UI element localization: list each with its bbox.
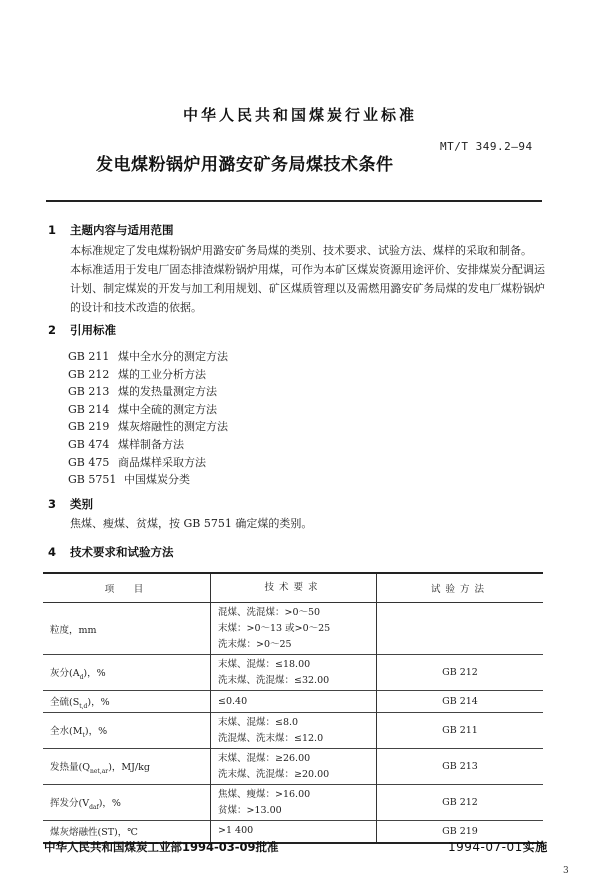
- section-number: 3: [48, 497, 57, 511]
- document-title: 发电煤粉锅炉用潞安矿务局煤技术条件: [96, 155, 394, 175]
- item-subscript: d: [79, 673, 84, 681]
- reference-item: [68, 366, 228, 384]
- reference-code: GB 211: [68, 350, 110, 363]
- column-header-requirements: 技术要求: [211, 573, 377, 603]
- item-unit: )，%: [98, 797, 121, 809]
- item-cell: [43, 603, 211, 655]
- item-cell: [43, 749, 211, 785]
- technical-requirements-table: [43, 572, 543, 844]
- reference-name: 煤的发热量测定方法: [118, 385, 217, 399]
- reference-code: GB 212: [68, 367, 110, 381]
- requirement-line: ≤0.40: [218, 695, 248, 707]
- method-cell: GB 214: [442, 696, 478, 707]
- requirement-cell: [211, 603, 377, 655]
- table-row: [43, 713, 543, 749]
- requirement-cell: [211, 749, 377, 785]
- reference-item: [68, 383, 228, 401]
- requirement-cell: [211, 691, 377, 713]
- table-row: [43, 603, 543, 655]
- item-subscript: t,d: [79, 702, 88, 710]
- method-cell: GB 213: [442, 761, 478, 772]
- effective-date-value: 1994-07-01: [448, 840, 523, 854]
- requirement-line: 末煤：>0～13 或>0～25: [218, 622, 331, 634]
- method-cell: GB 219: [442, 825, 478, 837]
- section-2-heading: [48, 322, 116, 338]
- column-header-item: 项 目: [104, 584, 149, 595]
- requirement-cell: [211, 713, 377, 749]
- standard-code: MT/T 349.2—94: [440, 140, 533, 153]
- reference-item: [68, 471, 228, 489]
- reference-code: GB 5751: [68, 473, 117, 487]
- effective-date: [448, 838, 548, 855]
- requirement-line: 洗末煤、洗混煤：≤32.00: [218, 674, 330, 686]
- method-cell: GB 212: [442, 667, 478, 678]
- item-subscript: t: [82, 731, 85, 739]
- table-row: [43, 749, 543, 785]
- requirement-line: 末煤、混煤：≥26.00: [218, 752, 311, 764]
- reference-code: GB 214: [68, 402, 110, 416]
- reference-name: 商品煤样采取方法: [118, 455, 206, 469]
- reference-name: 煤的工业分析方法: [118, 367, 206, 381]
- item-label: 发热量(Q: [50, 761, 90, 773]
- reference-code: GB 475: [68, 455, 110, 469]
- requirement-line: 洗末煤：>0～25: [218, 638, 292, 650]
- section-title: 技术要求和试验方法: [70, 545, 174, 559]
- section-3-body: [48, 514, 545, 533]
- item-unit: )，%: [84, 725, 108, 737]
- requirement-cell: [211, 655, 377, 691]
- reference-name: 煤样制备方法: [118, 437, 184, 451]
- reference-name: 中国煤炭分类: [124, 473, 190, 487]
- reference-list: [68, 348, 228, 489]
- column-header-test-method: 试验方法: [430, 584, 489, 595]
- item-label: 全水(M: [50, 725, 83, 737]
- requirement-line: 洗末煤、洗混煤：≥20.00: [218, 768, 330, 780]
- section-number: 2: [48, 323, 57, 337]
- reference-name: 煤中全水分的测定方法: [118, 350, 228, 363]
- paragraph: 本标准规定了发电煤粉锅炉用潞安矿务局煤的类别、技术要求、试验方法、煤样的采取和制备。: [70, 244, 532, 257]
- reference-item: [68, 454, 228, 472]
- item-unit: )，%: [83, 667, 106, 679]
- requirement-line: 末煤、混煤：≤18.00: [218, 658, 311, 670]
- section-4-heading: [48, 544, 174, 560]
- reference-item: [68, 401, 228, 419]
- reference-code: GB 219: [68, 420, 110, 434]
- item-label: 粒度，mm: [50, 624, 97, 636]
- section-number: 1: [48, 223, 57, 237]
- requirement-line: 混煤、洗混煤：>0～50: [218, 606, 321, 618]
- section-3-heading: [48, 496, 93, 512]
- requirement-line: 焦煤、瘦煤：>16.00: [218, 788, 311, 800]
- section-1-body: [48, 241, 545, 317]
- issuing-organization: 中华人民共和国煤炭行业标准: [182, 106, 417, 124]
- approval-statement: 中华人民共和国煤炭工业部1994-03-09批准: [44, 840, 279, 854]
- section-title: 类别: [70, 497, 93, 511]
- requirement-line: 洗混煤、洗末煤：≤12.0: [218, 732, 324, 744]
- section-title: 主题内容与适用范围: [70, 223, 174, 237]
- item-cell: [43, 785, 211, 821]
- requirement-cell: [211, 785, 377, 821]
- item-label: 煤灰熔融性(ST)，℃: [50, 827, 138, 839]
- reference-name: 煤中全硫的测定方法: [118, 402, 217, 416]
- item-unit: )，MJ/kg: [108, 761, 150, 773]
- reference-code: GB 474: [68, 437, 110, 451]
- reference-name: 煤灰熔融性的测定方法: [118, 420, 228, 434]
- reference-item: [68, 436, 228, 454]
- table-row: [43, 691, 543, 713]
- paragraph: 本标准适用于发电厂固态排渣煤粉锅炉用煤，可作为本矿区煤炭资源用途评价、安排煤炭分配调运计划、制定煤炭的开发与加工利用规划、矿区煤质管理以及需燃用潞安矿务局煤的发电厂煤粉锅炉的设计和技术改造的依据。: [70, 263, 545, 314]
- item-subscript: net,ar: [90, 767, 109, 775]
- reference-item: [68, 418, 228, 436]
- section-1-heading: [48, 222, 174, 238]
- table-header-row: [43, 573, 543, 603]
- item-subscript: daf: [89, 803, 99, 811]
- page-number: 3: [563, 866, 569, 876]
- item-unit: )，%: [87, 696, 110, 708]
- paragraph: 焦煤、瘦煤、贫煤，按 GB 5751 确定煤的类别。: [70, 517, 313, 530]
- item-cell: [43, 713, 211, 749]
- method-cell: [377, 603, 544, 655]
- effective-label: 实施: [522, 840, 548, 854]
- table-row: [43, 785, 543, 821]
- section-number: 4: [48, 545, 57, 559]
- requirement-line: 末煤、混煤：≤8.0: [218, 716, 299, 728]
- reference-code: GB 213: [68, 385, 110, 399]
- method-cell: GB 212: [442, 797, 478, 808]
- item-label: 全硫(S: [50, 696, 80, 708]
- requirement-line: >1 400: [218, 825, 254, 837]
- item-label: 挥发分(V: [50, 797, 90, 809]
- reference-item: [68, 348, 228, 366]
- title-divider: [46, 200, 542, 202]
- method-cell: GB 211: [442, 725, 478, 736]
- item-label: 灰分(A: [50, 667, 80, 679]
- item-cell: [43, 691, 211, 713]
- table-row: [43, 655, 543, 691]
- item-cell: [43, 655, 211, 691]
- section-title: 引用标准: [70, 323, 116, 337]
- requirement-line: 贫煤：>13.00: [218, 804, 282, 816]
